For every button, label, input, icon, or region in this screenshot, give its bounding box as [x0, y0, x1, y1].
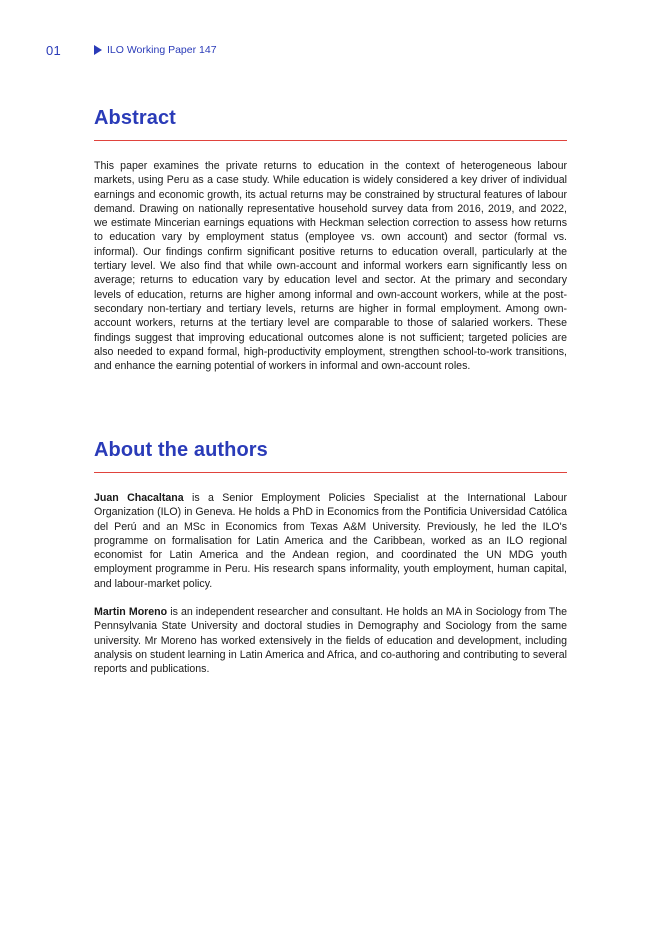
abstract-divider — [94, 140, 567, 141]
author-bio-text: is a Senior Employment Policies Specialist at the International Labour Organization (ILO) in Geneva. He holds a PhD in Economics from the Pontificia Universidad Católica del Perú and an MSc in Economics from Texas A&M University. Previously, he led the ILO's programme on formalisation for Latin America and the Caribbean, worked as an ILO regional economist for Latin America and the Andean region, and coordinated the UN MDG youth employment programme in Peru. His research spans informality, youth employment, human capital, and labour-market policy. — [94, 492, 568, 590]
author-bio — [94, 491, 567, 591]
author-name: Martin Moreno — [94, 606, 168, 619]
page-number: 01 — [46, 43, 62, 58]
authors-heading: About the authors — [94, 439, 268, 461]
play-triangle-icon — [94, 45, 102, 55]
author-bio — [94, 605, 567, 676]
abstract-section — [94, 108, 567, 373]
authors-divider — [94, 472, 567, 473]
author-name: Juan Chacaltana — [94, 492, 184, 504]
authors-section — [94, 440, 567, 677]
series-label: ILO Working Paper 147 — [107, 44, 217, 56]
abstract-body: This paper examines the private returns to education in the context of heterogeneous labour markets, using Peru as a case study. While education is widely considered a key driver of individual earnings and economic growth, its actual returns may be constrained by structural features of labour demand. Drawing on nationally representative household survey data from 2016, 2019, and 2022, we estimate Mincerian earnings equations with Heckman selection correction to assess how returns to education vary by employment status (employee vs. own account) and sector (formal vs. informal). Our findings confirm significant positive returns to education overall, particularly at the tertiary level. We also find that while own-account and informal workers earn significantly less on average; returns to education vary by education level and sector. At the primary and secondary levels of education, returns are higher among informal and own-account workers, while at the post-secondary non-tertiary and tertiary levels, returns are higher in formal employment. Among own-account workers, returns at the tertiary level are comparable to those of salaried workers. These findings suggest that improving educational outcomes alone is not sufficient; targeted policies are also needed to expand formal, high-productivity employment, strengthen school-to-work transitions, and enhance the earning potential of workers in informal and own-account roles. — [94, 160, 567, 373]
running-header — [94, 44, 217, 56]
author-bio-text: is an independent researcher and consultant. He holds an MA in Sociology from The Pennsylvania State University and doctoral studies in Demography and Sociology from the same university. Mr Moreno has worked extensively in the fields of education and development, including analysis on student learning in Latin America and Africa, and co-authoring and contributing to several reports and publications. — [94, 606, 567, 676]
abstract-heading: Abstract — [94, 107, 176, 129]
